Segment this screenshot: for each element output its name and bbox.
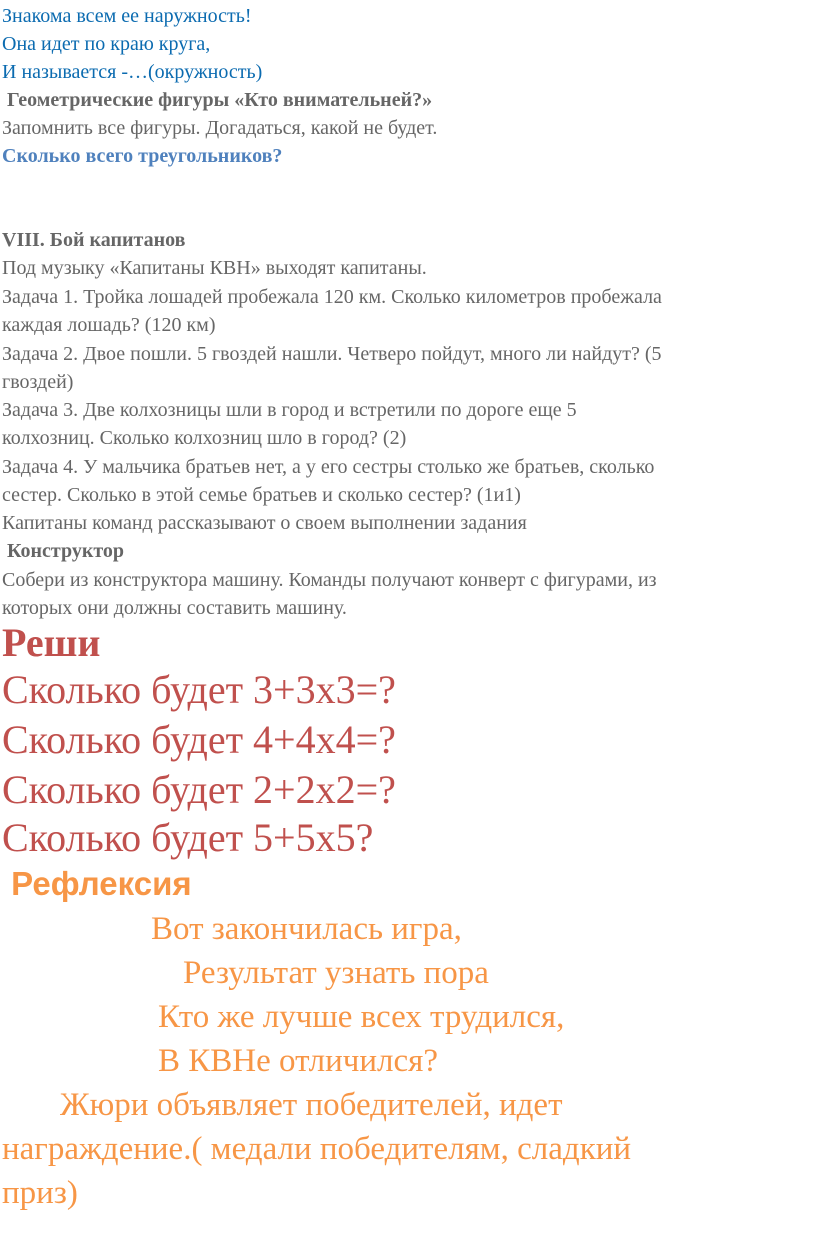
constructor-text-line-2: которых они должны составить машину. xyxy=(2,597,347,619)
poem-line-3: Кто же лучше всех трудился, xyxy=(158,999,565,1035)
poem-line-4: В КВНе отличился? xyxy=(158,1043,439,1079)
captains-outro: Капитаны команд рассказывают о своем выполнении задания xyxy=(2,512,527,534)
riddle-line-2: Она идет по краю круга, xyxy=(2,33,211,55)
final-line-3: приз) xyxy=(2,1175,78,1211)
riddle-line-3: И называется -…(окружность) xyxy=(2,61,263,83)
solve-heading: Реши xyxy=(2,620,101,665)
geometry-heading: Геометрические фигуры «Кто внимательней?» xyxy=(2,89,433,111)
solve-question-3: Сколько будет 2+2х2=? xyxy=(2,767,396,812)
captains-intro: Под музыку «Капитаны КВН» выходят капитаны. xyxy=(2,257,427,279)
solve-question-1: Сколько будет 3+3х3=? xyxy=(2,667,396,712)
task-3-line-2: колхозниц. Сколько колхозниц шло в город? (2) xyxy=(2,427,407,449)
final-line-2: награждение.( медали победителям, сладкий xyxy=(2,1131,632,1167)
task-4-line-1: Задача 4. У мальчика братьев нет, а у его сестры столько же братьев, сколько xyxy=(2,456,655,478)
task-1-line-2: каждая лошадь? (120 км) xyxy=(2,314,216,336)
task-2-line-2: гвоздей) xyxy=(2,371,74,393)
task-4-line-2: сестер. Сколько в этой семье братьев и сколько сестер? (1и1) xyxy=(2,484,521,506)
solve-question-2: Сколько будет 4+4х4=? xyxy=(2,717,396,762)
task-1-line-1: Задача 1. Тройка лошадей пробежала 120 км. Сколько километров пробежала xyxy=(2,286,662,308)
reflection-heading: Рефлексия xyxy=(2,865,192,902)
riddle-line-1: Знакома всем ее наружность! xyxy=(2,5,252,27)
poem-line-1: Вот закончилась игра, xyxy=(151,911,462,947)
geometry-instruction: Запомнить все фигуры. Догадаться, какой не будет. xyxy=(2,117,438,139)
task-3-line-1: Задача 3. Две колхозницы шли в город и встретили по дороге еще 5 xyxy=(2,399,577,421)
task-2-line-1: Задача 2. Двое пошли. 5 гвоздей нашли. Четверо пойдут, много ли найдут? (5 xyxy=(2,343,662,365)
captains-heading: VIII. Бой капитанов xyxy=(2,229,186,251)
poem-line-2: Результат узнать пора xyxy=(183,955,489,991)
constructor-heading: Конструктор xyxy=(2,540,125,562)
geometry-question: Сколько всего треугольников? xyxy=(2,145,283,167)
constructor-text-line-1: Собери из конструктора машину. Команды получают конверт с фигурами, из xyxy=(2,569,657,591)
solve-question-4: Сколько будет 5+5х5? xyxy=(2,815,374,860)
final-line-1: Жюри объявляет победителей, идет xyxy=(60,1087,563,1123)
